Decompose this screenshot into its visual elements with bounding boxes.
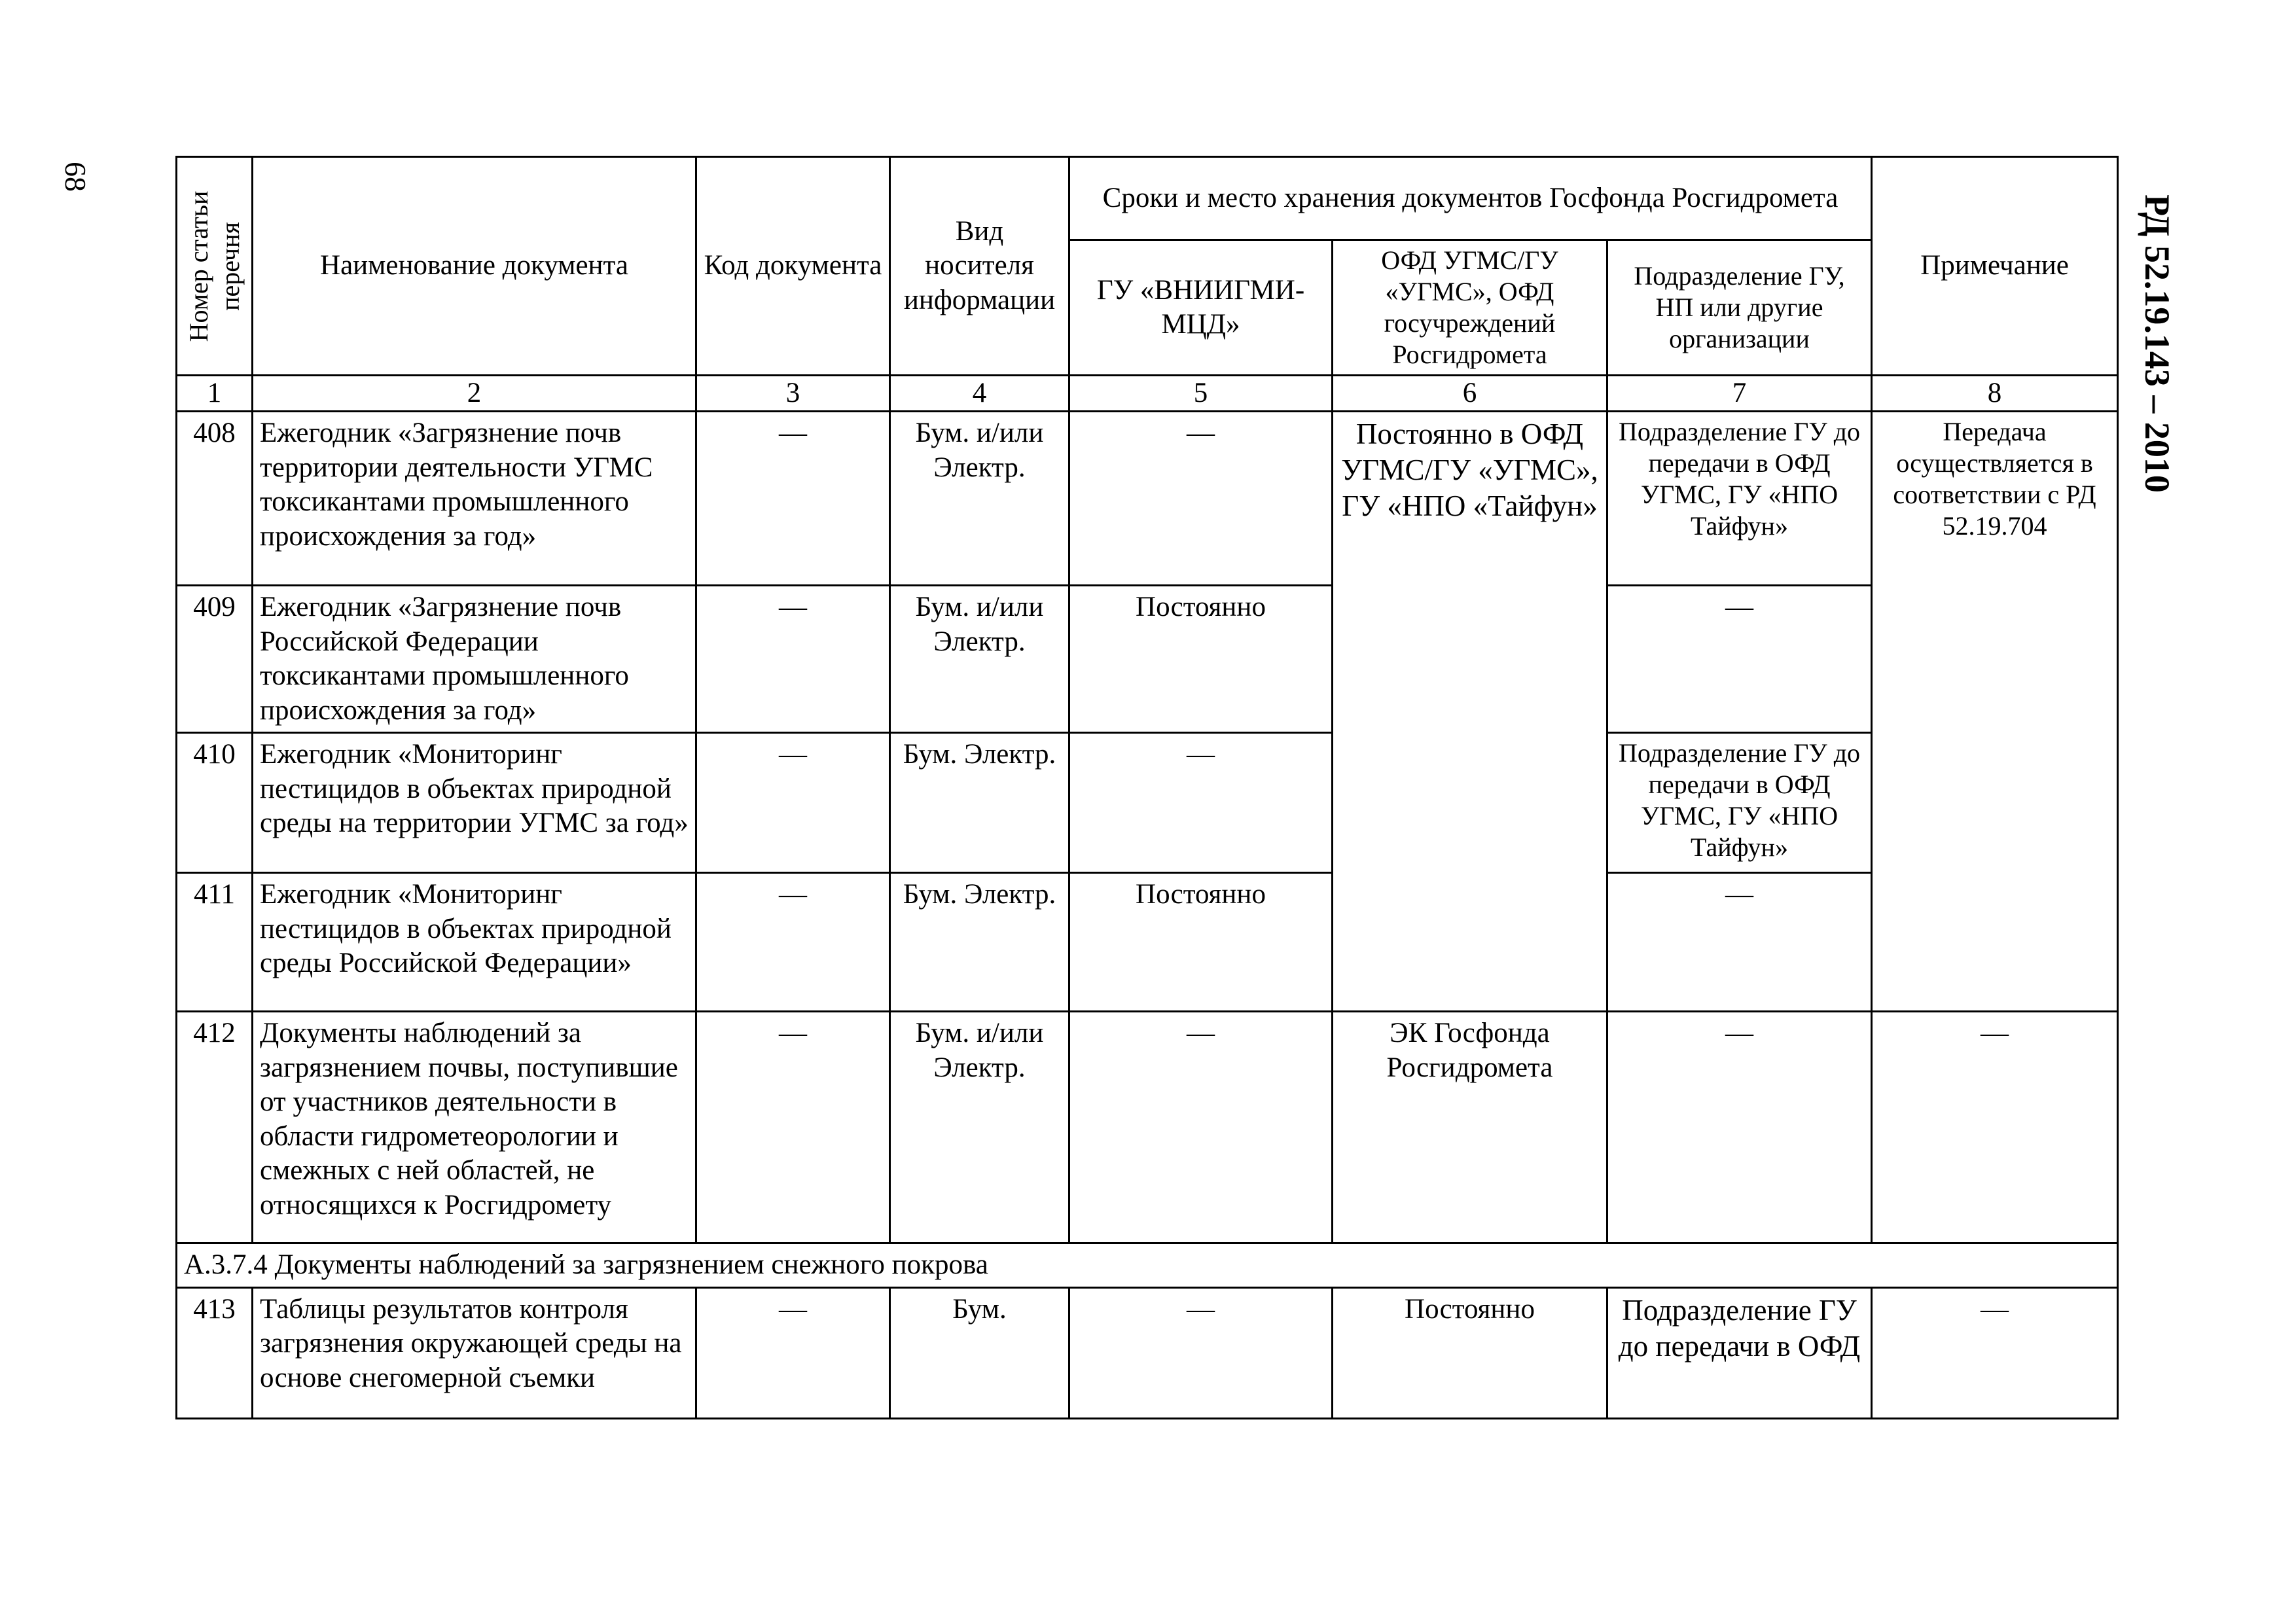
table-row — [177, 412, 2118, 586]
row-storage-division: Подразделение ГУ до передачи в ОФД УГМС, ГУ «НПО Тайфун» — [1607, 733, 1872, 873]
row-document-code: — — [696, 733, 890, 873]
header-article-number-label: Номер статьи перечня — [183, 190, 245, 342]
header-document-name: Наименование документа — [253, 157, 696, 376]
section-header-row — [177, 1243, 2118, 1287]
header-storage-ofd: ОФД УГМС/ГУ «УГМС», ОФД госучреждений Росгидромета — [1333, 240, 1607, 376]
row-storage-division: — — [1607, 873, 1872, 1012]
row-storage-vniigmi: — — [1069, 1012, 1333, 1243]
row-document-code: — — [696, 873, 890, 1012]
row-document-code: — — [696, 412, 890, 586]
row-media: Бум. и/или Электр. — [890, 586, 1069, 733]
table-row — [177, 586, 2118, 733]
row-storage-ofd: Постоянно — [1333, 1287, 1607, 1418]
row-storage-vniigmi: Постоянно — [1069, 586, 1333, 733]
column-number: 8 — [1872, 376, 2118, 412]
row-storage-vniigmi: Постоянно — [1069, 873, 1333, 1012]
header-note: Примечание — [1872, 157, 2118, 376]
row-note: Передача осуществляется в соответствии с РД 52.19.704 — [1872, 412, 2118, 1012]
table-row — [177, 733, 2118, 873]
column-number: 1 — [177, 376, 253, 412]
row-storage-division: — — [1607, 586, 1872, 733]
retention-table — [175, 156, 2119, 1419]
header-media-type: Вид носителя информации — [890, 157, 1069, 376]
row-document-code: — — [696, 586, 890, 733]
row-document-name: Ежегодник «Мониторинг пестицидов в объектах природной среды Российской Федерации» — [253, 873, 696, 1012]
row-document-name: Ежегодник «Мониторинг пестицидов в объектах природной среды на территории УГМС за год» — [253, 733, 696, 873]
row-storage-vniigmi: — — [1069, 412, 1333, 586]
column-number: 3 — [696, 376, 890, 412]
column-number: 5 — [1069, 376, 1333, 412]
page-number: 68 — [59, 162, 92, 192]
row-media: Бум. Электр. — [890, 733, 1069, 873]
table-row — [177, 1012, 2118, 1243]
row-storage-vniigmi: — — [1069, 1287, 1333, 1418]
row-document-name: Таблицы результатов контроля загрязнения окружающей среды на основе снегомерной съемки — [253, 1287, 696, 1418]
row-number: 409 — [177, 586, 253, 733]
header-storage-vniigmi: ГУ «ВНИИГМИ-МЦД» — [1069, 240, 1333, 376]
row-storage-division: Подразделение ГУ до передачи в ОФД УГМС, ГУ «НПО Тайфун» — [1607, 412, 1872, 586]
row-media: Бум. Электр. — [890, 873, 1069, 1012]
row-storage-vniigmi: — — [1069, 733, 1333, 873]
row-number: 412 — [177, 1012, 253, 1243]
row-storage-ofd: Постоянно в ОФД УГМС/ГУ «УГМС», ГУ «НПО «Тайфун» — [1333, 412, 1607, 1012]
row-storage-division: Подразделение ГУ до передачи в ОФД — [1607, 1287, 1872, 1418]
column-number: 2 — [253, 376, 696, 412]
row-storage-division: — — [1607, 1012, 1872, 1243]
row-document-code: — — [696, 1287, 890, 1418]
row-number: 410 — [177, 733, 253, 873]
column-number: 7 — [1607, 376, 1872, 412]
header-article-number — [177, 157, 253, 376]
row-number: 411 — [177, 873, 253, 1012]
section-title: А.3.7.4 Документы наблюдений за загрязнением снежного покрова — [177, 1243, 2118, 1287]
document-code: РД 52.19.143 – 2010 — [2138, 194, 2177, 493]
row-number: 413 — [177, 1287, 253, 1418]
header-document-code: Код документа — [696, 157, 890, 376]
column-number-row — [177, 376, 2118, 412]
row-document-name: Документы наблюдений за загрязнением почвы, поступившие от участников деятельности в области гидрометеорологии и смежных с ней областей, не относящихся к Росгидромету — [253, 1012, 696, 1243]
row-note: — — [1872, 1287, 2118, 1418]
row-media: Бум. и/или Электр. — [890, 412, 1069, 586]
row-note: — — [1872, 1012, 2118, 1243]
row-document-code: — — [696, 1012, 890, 1243]
row-number: 408 — [177, 412, 253, 586]
row-storage-ofd: ЭК Госфонда Росгидромета — [1333, 1012, 1607, 1243]
row-document-name: Ежегодник «Загрязнение почв территории деятельности УГМС токсикантами промышленного происхождения за год» — [253, 412, 696, 586]
header-row-1 — [177, 157, 2118, 240]
table-row — [177, 873, 2118, 1012]
column-number: 4 — [890, 376, 1069, 412]
column-number: 6 — [1333, 376, 1607, 412]
row-document-name: Ежегодник «Загрязнение почв Российской Федерации токсикантами промышленного происхождения за год» — [253, 586, 696, 733]
header-storage-division: Подразделение ГУ, НП или другие организации — [1607, 240, 1872, 376]
table-row — [177, 1287, 2118, 1418]
row-media: Бум. — [890, 1287, 1069, 1418]
header-storage-group: Сроки и место хранения документов Госфонда Росгидромета — [1069, 157, 1872, 240]
row-media: Бум. и/или Электр. — [890, 1012, 1069, 1243]
